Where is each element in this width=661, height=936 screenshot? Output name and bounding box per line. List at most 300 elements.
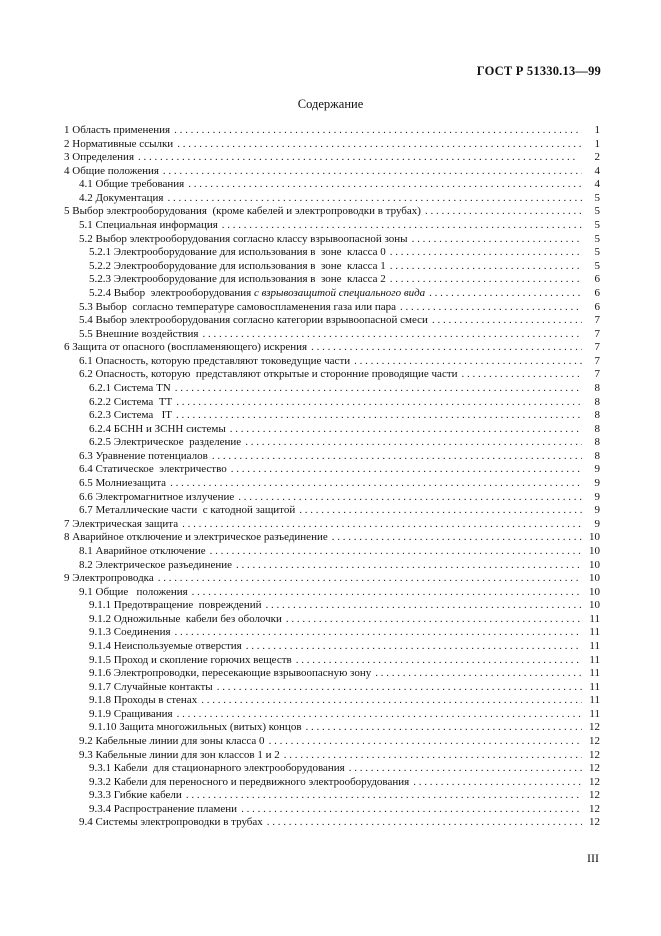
toc-entry <box>64 518 600 532</box>
toc-page-number: 2 <box>594 151 600 164</box>
toc-entry-text <box>79 178 184 192</box>
toc-entry-number: 3 <box>64 151 70 164</box>
toc-entry-text <box>79 301 396 315</box>
toc-entry <box>64 477 600 491</box>
toc-entry-number: 9.3 <box>79 748 93 761</box>
dot-leader <box>201 694 582 708</box>
toc-page-number: 12 <box>589 802 600 815</box>
toc-entry-number: 6.2.2 <box>89 395 111 408</box>
toc-page-number: 11 <box>589 653 600 666</box>
toc-entry <box>64 776 600 790</box>
dot-leader <box>311 341 582 355</box>
toc-entry <box>64 694 600 708</box>
toc-entry <box>64 721 600 735</box>
toc-entry-number: 6.4 <box>79 463 93 476</box>
toc-page-number: 5 <box>594 259 600 272</box>
dot-leader <box>176 409 582 423</box>
toc-entry-text <box>79 749 280 763</box>
page-title: Содержание <box>297 97 364 111</box>
dot-leader <box>186 789 582 803</box>
dot-leader <box>212 450 582 464</box>
toc-entry-number: 9.2 <box>79 735 93 748</box>
toc-entry-text <box>79 192 163 206</box>
toc-entry-title: Молниезащита <box>95 477 167 490</box>
dot-leader <box>286 613 582 627</box>
toc-entry-title: Предотвращение повреждений <box>113 599 262 612</box>
toc-entry-text <box>89 613 282 627</box>
toc-entry-title: Статическое электричество <box>95 463 227 476</box>
toc-entry-text <box>79 450 208 464</box>
toc-entry-title: Неиспользуемые отверстия <box>113 639 242 652</box>
toc-page-number: 12 <box>589 735 600 748</box>
toc-entry <box>64 613 600 627</box>
dot-leader <box>245 436 582 450</box>
dot-leader <box>299 504 582 518</box>
toc-page-number: 12 <box>589 748 600 761</box>
toc-entry-title: Защита многожильных (витых) концов <box>119 721 302 734</box>
toc-entry-title: Система IT <box>113 409 172 422</box>
toc-page-number: 9 <box>594 463 600 476</box>
toc-entry-title: Опасность, которую представляют токоведущие части <box>95 354 351 367</box>
toc-entry <box>64 762 600 776</box>
dot-leader <box>175 382 582 396</box>
toc-entry <box>64 314 600 328</box>
toc-page-number: 5 <box>594 205 600 218</box>
toc-entry-number: 5 <box>64 205 70 218</box>
toc-entry-title: Выбор электрооборудования согласно классу взрывоопасной зоны <box>95 232 408 245</box>
toc-page-number: 10 <box>589 531 600 544</box>
toc-page-number: 1 <box>594 137 600 150</box>
dot-leader <box>390 273 582 287</box>
toc-page-number: 5 <box>594 232 600 245</box>
toc-entry-title: Кабели для стационарного электрооборудования <box>113 762 345 775</box>
toc-entry-title: Защита от опасного (воспламеняющего) искрения <box>72 341 308 354</box>
toc-entry-title: Металлические части с катодной защитой <box>95 504 296 517</box>
dot-leader <box>462 368 582 382</box>
toc-entry-text <box>79 477 166 491</box>
toc-entry-text <box>89 708 173 722</box>
dot-leader <box>188 178 582 192</box>
toc-entry-title: Система TN <box>113 381 171 394</box>
toc-entry <box>64 192 600 206</box>
toc-entry-number: 8.2 <box>79 558 93 571</box>
dot-leader <box>182 518 582 532</box>
dot-leader <box>425 205 582 219</box>
toc-entry-number: 2 <box>64 137 70 150</box>
toc-entry-title: Общие положения <box>95 585 188 598</box>
toc-entry-text <box>79 491 234 505</box>
toc-entry-title: Электропроводки, пересекающие взрывоопасную зону <box>113 667 372 680</box>
dot-leader <box>222 219 582 233</box>
toc-entry <box>64 463 600 477</box>
toc-entry-number: 9.1.6 <box>89 667 111 680</box>
toc-entry-text <box>89 436 241 450</box>
toc-entry-text <box>79 355 350 369</box>
toc-entry <box>64 287 600 301</box>
dot-leader <box>269 735 582 749</box>
toc-entry <box>64 233 600 247</box>
toc-entry-title: Системы электропроводки в трубах <box>95 816 263 829</box>
toc-entry-number: 5.2.2 <box>89 259 111 272</box>
toc-entry <box>64 640 600 654</box>
toc-entry <box>64 165 600 179</box>
toc-entry-number: 5.2.1 <box>89 246 111 259</box>
toc-entry <box>64 491 600 505</box>
page-number: III <box>587 851 599 865</box>
toc-entry <box>64 328 600 342</box>
dot-leader <box>429 287 582 301</box>
toc-entry-title-italic: с взрывозащитой специального вида <box>253 286 426 299</box>
toc-entry-number: 9.1.4 <box>89 639 111 652</box>
toc-entry-text <box>64 165 159 179</box>
toc-entry <box>64 626 600 640</box>
toc-page-number: 6 <box>594 286 600 299</box>
toc-entry-text <box>64 531 328 545</box>
toc-page-number: 12 <box>589 789 600 802</box>
dot-leader <box>202 328 582 342</box>
toc-entry-text <box>89 681 213 695</box>
dot-leader <box>177 138 582 152</box>
dot-leader <box>176 396 582 410</box>
dot-leader <box>177 708 582 722</box>
toc-page-number: 8 <box>594 422 600 435</box>
toc-entry <box>64 368 600 382</box>
toc-entry-text <box>64 124 170 138</box>
toc-entry-title: Электрическое разделение <box>113 436 242 449</box>
toc-entry <box>64 205 600 219</box>
toc-entry-title: Выбор электрооборудования <box>113 286 254 299</box>
dot-leader <box>175 626 582 640</box>
toc-entry-title: Сращивания <box>113 707 173 720</box>
toc-entry-text <box>64 151 134 165</box>
toc-entry-number: 9.1.10 <box>89 721 117 734</box>
table-of-contents <box>64 124 600 830</box>
dot-leader <box>217 681 582 695</box>
toc-entry-text <box>64 572 154 586</box>
toc-entry-text <box>79 559 232 573</box>
toc-entry-number: 9.3.1 <box>89 762 111 775</box>
toc-page-number: 10 <box>589 599 600 612</box>
toc-entry-number: 9.1.7 <box>89 680 111 693</box>
toc-entry-number: 6.2 <box>79 368 93 381</box>
toc-page-number: 8 <box>594 381 600 394</box>
dot-leader <box>241 803 582 817</box>
toc-entry <box>64 559 600 573</box>
toc-entry-title: Проход и скопление горючих веществ <box>113 653 292 666</box>
toc-page-number: 6 <box>594 300 600 313</box>
toc-page-number: 11 <box>589 667 600 680</box>
toc-entry-number: 5.5 <box>79 327 93 340</box>
dot-leader <box>246 640 582 654</box>
toc-page-number: 11 <box>589 707 600 720</box>
toc-page-number: 10 <box>589 544 600 557</box>
toc-entry-title: Специальная информация <box>95 219 218 232</box>
toc-entry <box>64 545 600 559</box>
toc-entry-number: 5.2.4 <box>89 286 111 299</box>
toc-entry <box>64 151 600 165</box>
toc-entry-number: 6.1 <box>79 354 93 367</box>
toc-entry-text <box>89 776 409 790</box>
toc-entry <box>64 599 600 613</box>
toc-entry-title: Одножильные кабели без оболочки <box>113 612 282 625</box>
dot-leader <box>296 654 582 668</box>
dot-leader <box>306 721 582 735</box>
toc-entry-title: Аварийное отключение и электрическое разъединение <box>72 531 328 544</box>
toc-entry-title: Система TT <box>113 395 173 408</box>
toc-entry-number: 9.1.2 <box>89 612 111 625</box>
toc-entry-text <box>79 735 265 749</box>
toc-entry-number: 5.1 <box>79 219 93 232</box>
toc-entry-number: 6.3 <box>79 449 93 462</box>
toc-entry-text <box>89 667 371 681</box>
toc-page-number: 5 <box>594 219 600 232</box>
toc-entry-number: 5.2 <box>79 232 93 245</box>
dot-leader <box>332 531 582 545</box>
dot-leader <box>210 545 582 559</box>
toc-entry-title: Электрооборудование для использования в зоне класса 0 <box>113 246 386 259</box>
toc-entry-text <box>89 694 197 708</box>
toc-entry-number: 6.7 <box>79 504 93 517</box>
toc-page-number: 8 <box>594 449 600 462</box>
toc-page-number: 8 <box>594 409 600 422</box>
toc-page-number: 9 <box>594 490 600 503</box>
toc-entry-title: БСНН и ЗСНН системы <box>113 422 226 435</box>
dot-leader <box>375 667 582 681</box>
toc-entry-title: Общие требования <box>95 178 185 191</box>
toc-entry-text <box>79 504 295 518</box>
toc-entry-text <box>89 640 242 654</box>
toc-entry-title: Гибкие кабели <box>113 789 182 802</box>
dot-leader <box>158 572 582 586</box>
toc-entry-number: 9.3.2 <box>89 775 111 788</box>
dot-leader <box>354 355 582 369</box>
toc-page-number: 11 <box>589 694 600 707</box>
toc-entry-title: Аварийное отключение <box>95 544 206 557</box>
toc-entry-title: Электрическое разъединение <box>95 558 233 571</box>
toc-entry <box>64 436 600 450</box>
toc-page-number: 7 <box>594 327 600 340</box>
toc-entry-number: 9.4 <box>79 816 93 829</box>
toc-entry-text <box>89 789 182 803</box>
toc-entry <box>64 504 600 518</box>
document-code: ГОСТ Р 51330.13—99 <box>476 64 601 78</box>
toc-page-number: 5 <box>594 246 600 259</box>
toc-entry-text <box>89 382 171 396</box>
toc-page-number: 7 <box>594 314 600 327</box>
dot-leader <box>390 260 582 274</box>
dot-leader <box>412 233 582 247</box>
toc-entry-number: 6.2.3 <box>89 409 111 422</box>
toc-entry-title: Внешние воздействия <box>95 327 199 340</box>
toc-entry-number: 9.1.9 <box>89 707 111 720</box>
dot-leader <box>238 491 582 505</box>
dot-leader <box>267 816 582 830</box>
toc-entry <box>64 138 600 152</box>
toc-entry-text <box>79 219 218 233</box>
toc-entry-title: Уравнение потенциалов <box>95 449 208 462</box>
toc-entry-number: 9.3.3 <box>89 789 111 802</box>
toc-entry-title: Определения <box>72 151 135 164</box>
toc-entry <box>64 681 600 695</box>
toc-page-number: 9 <box>594 517 600 530</box>
dot-leader <box>284 749 582 763</box>
toc-entry <box>64 749 600 763</box>
toc-entry-title: Проходы в стенах <box>113 694 198 707</box>
toc-entry <box>64 178 600 192</box>
toc-entry-text <box>89 721 302 735</box>
toc-entry <box>64 396 600 410</box>
toc-entry-title: Электропроводка <box>72 572 154 585</box>
toc-entry-title: Электромагнитное излучение <box>95 490 235 503</box>
dot-leader <box>230 423 582 437</box>
toc-entry-text <box>89 287 425 301</box>
toc-page-number: 12 <box>589 775 600 788</box>
toc-entry-text <box>79 368 458 382</box>
toc-entry <box>64 382 600 396</box>
toc-page-number: 11 <box>589 639 600 652</box>
toc-entry <box>64 341 600 355</box>
toc-entry-text <box>64 341 307 355</box>
dot-leader <box>432 314 582 328</box>
toc-entry <box>64 423 600 437</box>
toc-page-number: 7 <box>594 341 600 354</box>
toc-page-number: 4 <box>594 178 600 191</box>
toc-entry-title: Выбор электрооборудования (кроме кабелей и электропроводки в трубах) <box>72 205 421 218</box>
toc-page-number: 7 <box>594 354 600 367</box>
toc-entry-title: Электрооборудование для использования в зоне класса 2 <box>113 273 386 286</box>
toc-entry-number: 8 <box>64 531 70 544</box>
dot-leader <box>231 463 582 477</box>
dot-leader <box>390 246 582 260</box>
toc-entry-title: Опасность, которую представляют открытые и сторонние проводящие части <box>95 368 458 381</box>
toc-entry-title: Кабельные линии для зоны класса 0 <box>95 735 265 748</box>
toc-entry-number: 6.2.5 <box>89 436 111 449</box>
toc-entry <box>64 450 600 464</box>
toc-page-number: 11 <box>589 626 600 639</box>
toc-page-number: 12 <box>589 762 600 775</box>
toc-entry <box>64 260 600 274</box>
toc-entry-number: 9.1.1 <box>89 599 111 612</box>
toc-entry-text <box>89 396 172 410</box>
toc-entry-text <box>64 518 178 532</box>
toc-page-number: 4 <box>594 164 600 177</box>
toc-page-number: 6 <box>594 273 600 286</box>
toc-page-number: 8 <box>594 436 600 449</box>
toc-entry-title: Выбор электрооборудования согласно категории взрывоопасной смеси <box>95 314 428 327</box>
toc-entry <box>64 246 600 260</box>
toc-entry-text <box>89 626 171 640</box>
toc-page-number: 10 <box>589 558 600 571</box>
toc-entry-number: 6.2.4 <box>89 422 111 435</box>
toc-entry <box>64 124 600 138</box>
dot-leader <box>170 477 582 491</box>
toc-entry-number: 8.1 <box>79 544 93 557</box>
toc-entry <box>64 735 600 749</box>
dot-leader <box>349 762 582 776</box>
toc-entry <box>64 219 600 233</box>
toc-entry-text <box>64 205 421 219</box>
toc-entry-number: 4 <box>64 164 70 177</box>
toc-entry-number: 9.1 <box>79 585 93 598</box>
toc-page-number: 8 <box>594 395 600 408</box>
toc-page-number: 9 <box>594 504 600 517</box>
toc-page-number: 1 <box>594 124 600 136</box>
toc-entry <box>64 654 600 668</box>
toc-entry-number: 6.6 <box>79 490 93 503</box>
toc-entry-title: Кабельные линии для зон классов 1 и 2 <box>95 748 280 761</box>
toc-entry-title: Соединения <box>113 626 171 639</box>
toc-page-number: 11 <box>589 612 600 625</box>
toc-entry-title: Кабели для переносного и передвижного электрооборудования <box>113 775 410 788</box>
toc-page-number: 7 <box>594 368 600 381</box>
dot-leader <box>138 151 582 165</box>
toc-entry-number: 6.5 <box>79 477 93 490</box>
dot-leader <box>413 776 582 790</box>
toc-entry-number: 9 <box>64 572 70 585</box>
toc-entry-text <box>89 654 292 668</box>
toc-entry-title: Общие положения <box>72 164 159 177</box>
toc-entry <box>64 586 600 600</box>
toc-entry-number: 5.4 <box>79 314 93 327</box>
toc-entry-text <box>89 409 172 423</box>
toc-entry-text <box>79 314 428 328</box>
toc-entry-number: 9.1.8 <box>89 694 111 707</box>
toc-entry-text <box>89 273 386 287</box>
toc-entry-number: 5.2.3 <box>89 273 111 286</box>
toc-entry <box>64 531 600 545</box>
toc-entry <box>64 816 600 830</box>
toc-entry-text <box>79 545 206 559</box>
toc-entry-number: 7 <box>64 517 70 530</box>
dot-leader <box>265 599 582 613</box>
toc-entry <box>64 708 600 722</box>
toc-entry-number: 6.2.1 <box>89 381 111 394</box>
toc-entry-text <box>89 762 345 776</box>
toc-entry-title: Документация <box>95 191 164 204</box>
dot-leader <box>163 165 582 179</box>
toc-entry-number: 5.3 <box>79 300 93 313</box>
toc-entry-title: Нормативные ссылки <box>72 137 174 150</box>
toc-entry-title: Распространение пламени <box>113 802 238 815</box>
toc-page-number: 12 <box>589 816 600 829</box>
toc-entry <box>64 803 600 817</box>
toc-entry-title: Электрооборудование для использования в зоне класса 1 <box>113 259 386 272</box>
toc-entry-title: Выбор согласно температуре самовоспламенения газа или пара <box>95 300 396 313</box>
toc-entry-text <box>89 803 237 817</box>
toc-entry-text <box>79 586 188 600</box>
dot-leader <box>236 559 582 573</box>
toc-entry-text <box>89 246 386 260</box>
toc-entry-text <box>89 260 386 274</box>
toc-entry-text <box>79 463 227 477</box>
toc-page-number: 5 <box>594 191 600 204</box>
toc-entry <box>64 409 600 423</box>
toc-entry-text <box>79 233 408 247</box>
toc-entry-title: Область применения <box>72 124 171 136</box>
dot-leader <box>192 586 582 600</box>
toc-entry-title: Электрическая защита <box>72 517 179 530</box>
toc-page-number: 10 <box>589 585 600 598</box>
toc-entry-text <box>79 816 263 830</box>
toc-entry <box>64 273 600 287</box>
dot-leader <box>167 192 582 206</box>
toc-page-number: 12 <box>589 721 600 734</box>
toc-entry-number: 1 <box>64 124 70 136</box>
toc-entry-number: 9.1.3 <box>89 626 111 639</box>
toc-entry-number: 6 <box>64 341 70 354</box>
toc-entry <box>64 789 600 803</box>
toc-entry <box>64 355 600 369</box>
